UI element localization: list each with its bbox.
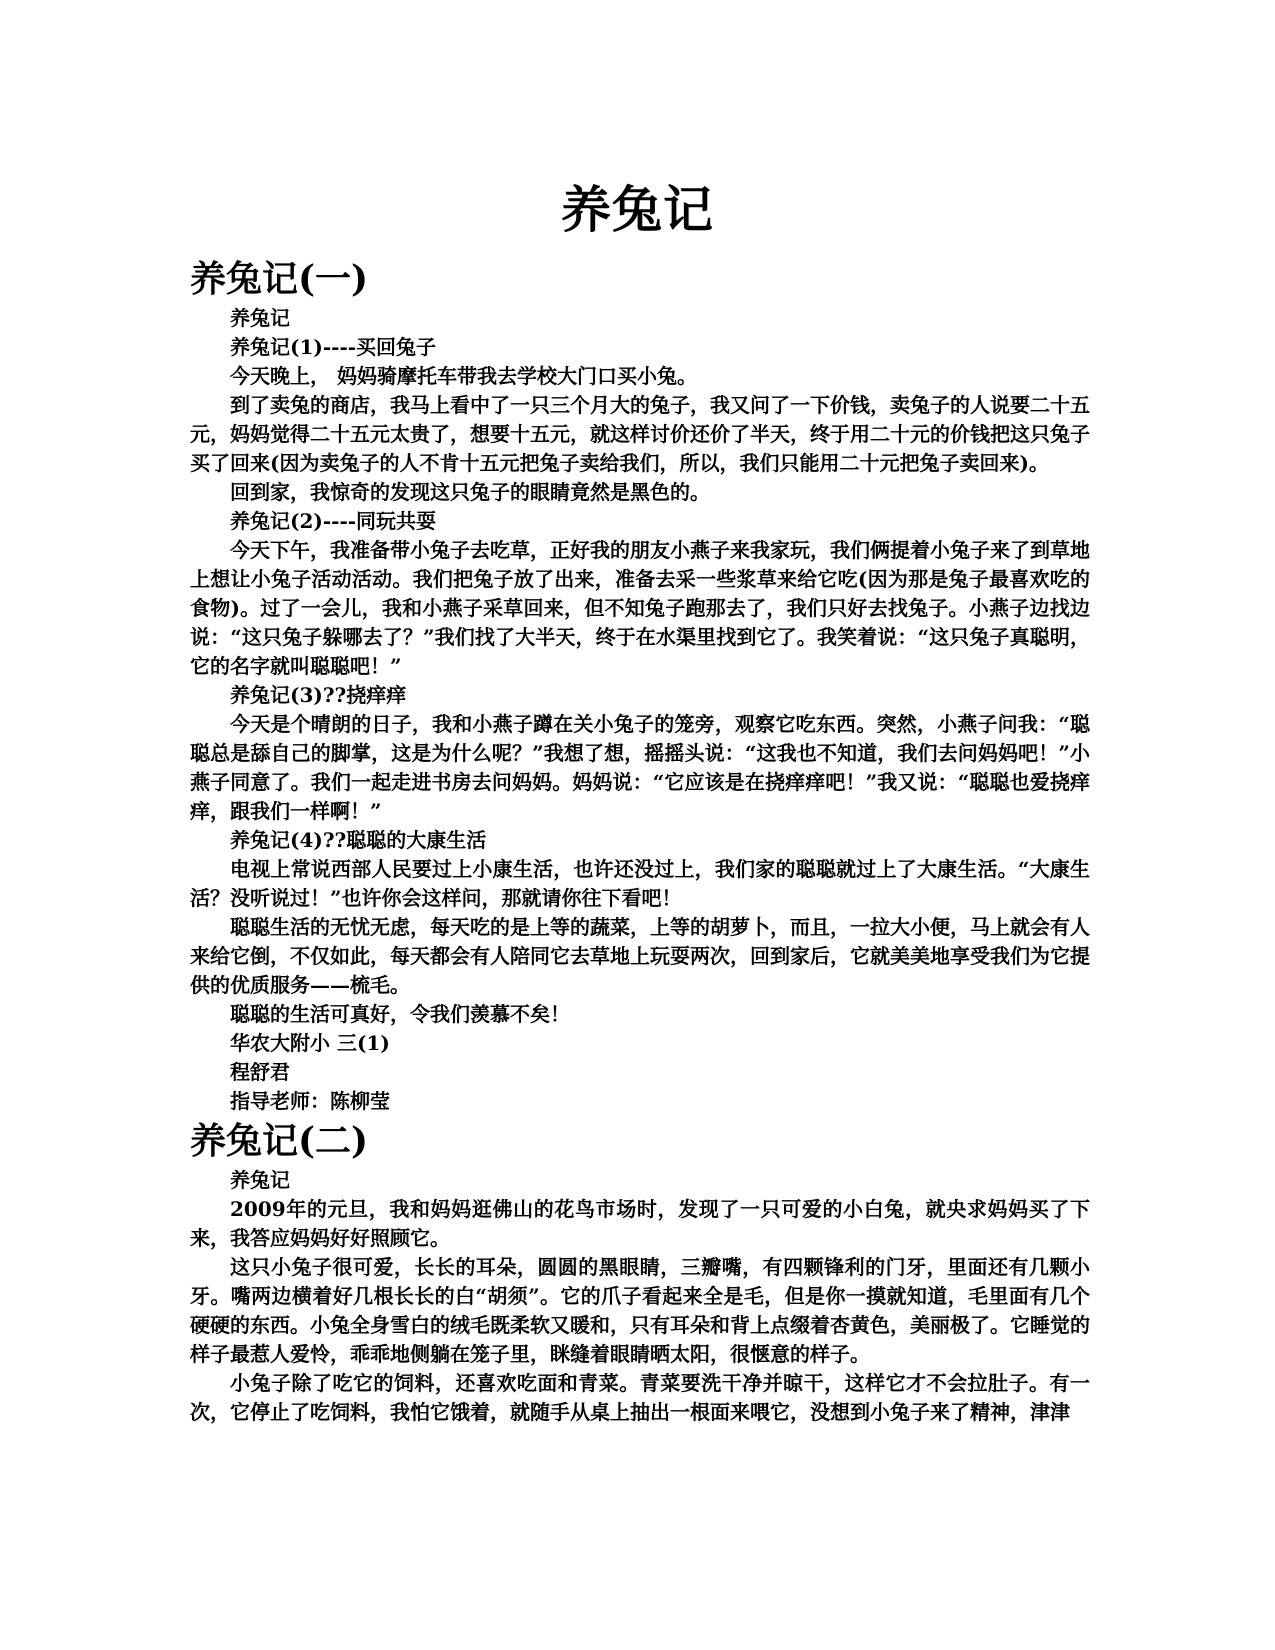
document-title: 养兔记 (561, 180, 714, 239)
section-heading: 养兔记(一) (190, 258, 369, 300)
section-subtitle: 养兔记 (230, 1168, 290, 1192)
part-title: 养兔记(3)??挠痒痒 (230, 683, 407, 707)
part-title: 养兔记(1)----买回兔子 (230, 335, 437, 359)
paragraph: 今天是个晴朗的日子，我和小燕子蹲在关小兔子的笼旁，观察它吃东西。突然，小燕子问我：“聪聪总是舔自己的脚掌，这是为什么呢？”我想了想，摇摇头说：“这我也不知道，我们去问妈妈吧！”小燕子同意了。我们一起走进书房去问妈妈。妈妈说：“它应该是在挠痒痒吧！”我又说：“聪聪也爱挠痒痒，跟我们一样啊！” (190, 712, 1090, 823)
teacher-line: 指导老师：陈柳莹 (230, 1089, 390, 1113)
paragraph: 2009年的元旦，我和妈妈逛佛山的花鸟市场时，发现了一只可爱的小白兔，就央求妈妈买了下来，我答应妈妈好好照顾它。 (190, 1197, 1090, 1250)
author-line: 程舒君 (230, 1060, 290, 1084)
part-title: 养兔记(2)----同玩共耍 (230, 509, 437, 533)
paragraph: 回到家，我惊奇的发现这只兔子的眼睛竟然是黑色的。 (230, 480, 710, 504)
section-one (190, 254, 1090, 1116)
section-subtitle: 养兔记 (230, 306, 290, 330)
section-two (190, 1116, 1090, 1427)
paragraph: 到了卖兔的商店，我马上看中了一只三个月大的兔子，我又问了一下价钱，卖兔子的人说要二十五元，妈妈觉得二十五元太贵了，想要十五元，就这样讨价还价了半天，终于用二十元的价钱把这只兔子买了回来(因为卖兔子的人不肯十五元把兔子卖给我们，所以，我们只能用二十元把兔子卖回来)。 (190, 393, 1090, 475)
part-title: 养兔记(4)??聪聪的大康生活 (230, 828, 487, 852)
paragraph: 小兔子除了吃它的饲料，还喜欢吃面和青菜。青菜要洗干净并晾干，这样它才不会拉肚子。有一次，它停止了吃饲料，我怕它饿着，就随手从桌上抽出一根面来喂它，没想到小兔子来了精神，津津 (190, 1371, 1090, 1424)
paragraph: 这只小兔子很可爱，长长的耳朵，圆圆的黑眼睛，三瓣嘴，有四颗锋利的门牙，里面还有几颗小牙。嘴两边横着好几根长长的白“胡须”。它的爪子看起来全是毛，但是你一摸就知道，毛里面有几个硬硬的东西。小兔全身雪白的绒毛既柔软又暖和，只有耳朵和背上点缀着杏黄色，美丽极了。它睡觉的样子最惹人爱怜，乖乖地侧躺在笼子里，眯缝着眼睛晒太阳，很惬意的样子。 (190, 1255, 1090, 1366)
paragraph: 聪聪生活的无忧无虑，每天吃的是上等的蔬菜，上等的胡萝卜，而且，一拉大小便，马上就会有人来给它倒，不仅如此，每天都会有人陪同它去草地上玩耍两次，回到家后，它就美美地享受我们为它提供的优质服务——梳毛。 (190, 915, 1090, 997)
paragraph: 电视上常说西部人民要过上小康生活，也许还没过上，我们家的聪聪就过上了大康生活。“大康生活？没听说过！”也许你会这样问，那就请你往下看吧！ (190, 857, 1090, 910)
paragraph: 聪聪的生活可真好，令我们羡慕不矣！ (230, 1002, 570, 1026)
paragraph: 今天下午，我准备带小兔子去吃草，正好我的朋友小燕子来我家玩，我们俩提着小兔子来了到草地上想让小兔子活动活动。我们把兔子放了出来，准备去采一些浆草来给它吃(因为那是兔子最喜欢吃的食物)。过了一会儿，我和小燕子采草回来，但不知兔子跑那去了，我们只好去找兔子。小燕子边找边说：“这只兔子躲哪去了？”我们找了大半天，终于在水渠里找到它了。我笑着说：“这只兔子真聪明，它的名字就叫聪聪吧！” (190, 538, 1090, 678)
section-heading: 养兔记(二) (190, 1120, 369, 1162)
paragraph: 今天晚上， 妈妈骑摩托车带我去学校大门口买小兔。 (230, 364, 697, 388)
school-line: 华农大附小 三(1) (230, 1031, 390, 1055)
document-body (190, 254, 1090, 1427)
